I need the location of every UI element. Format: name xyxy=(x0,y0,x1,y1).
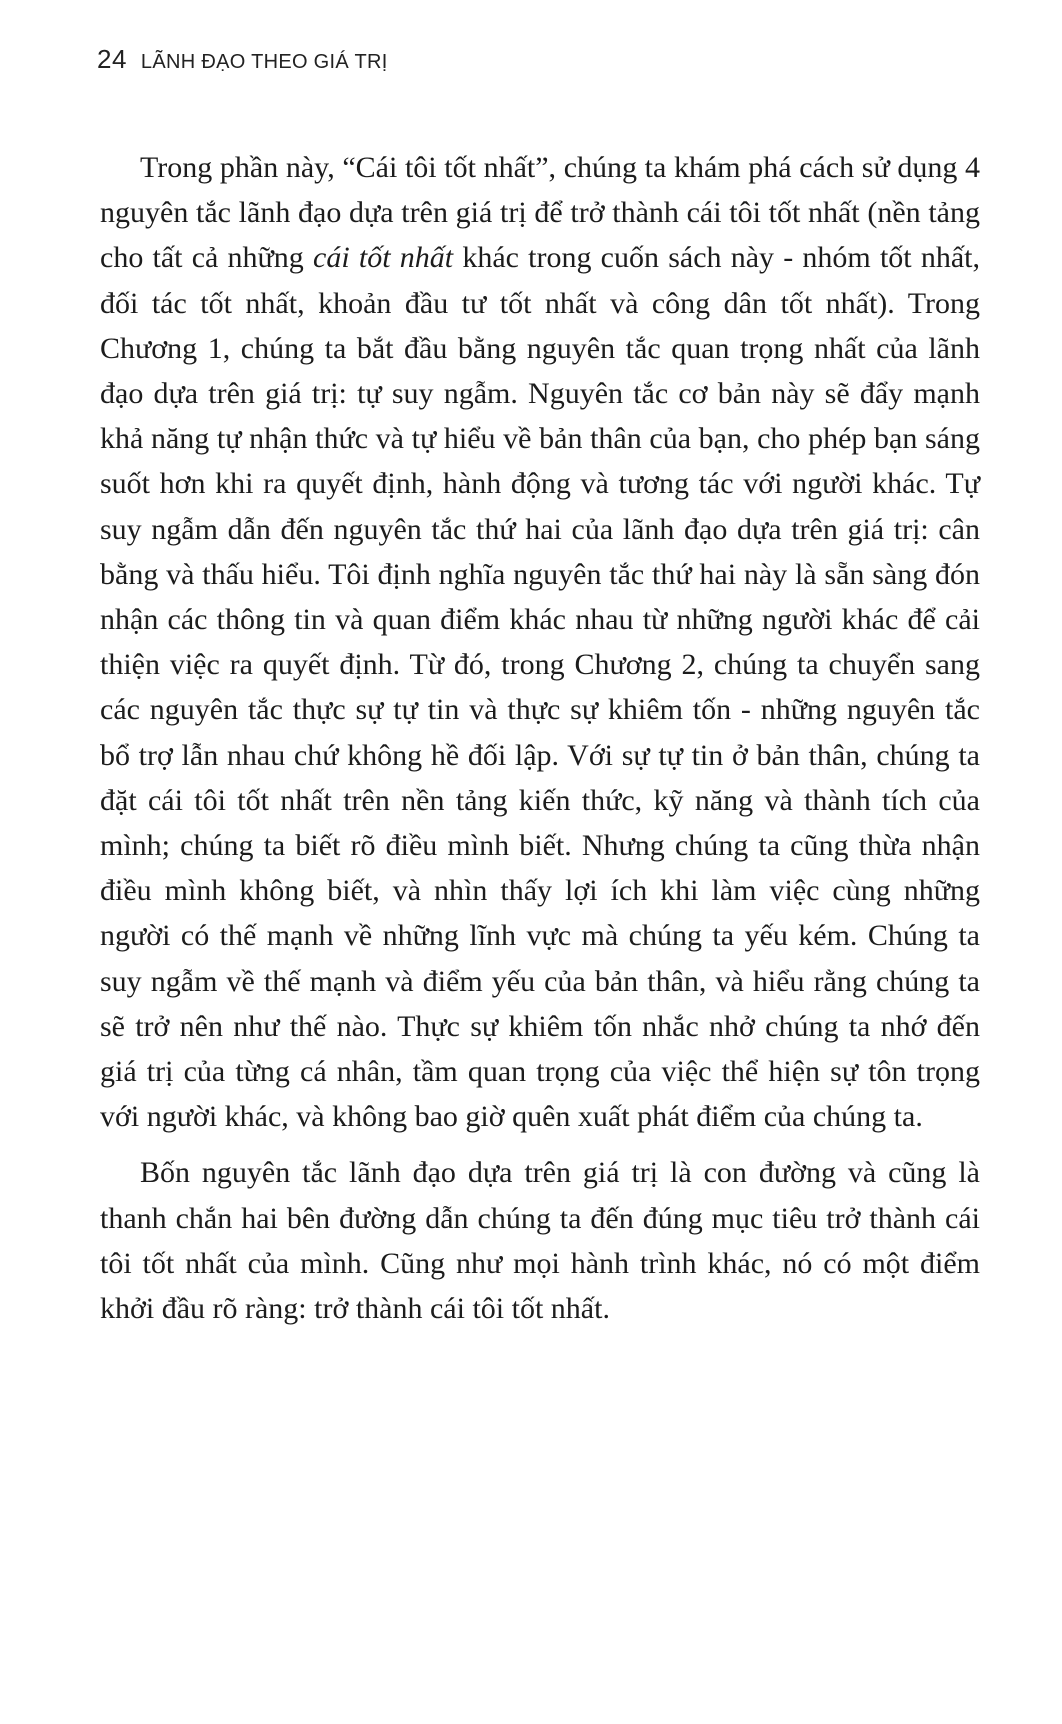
page-number: 24 xyxy=(97,44,127,74)
book-title: LÃNH ĐẠO THEO GIÁ TRỊ xyxy=(140,51,388,73)
running-header xyxy=(97,44,388,75)
paragraph-1 xyxy=(100,145,980,1139)
body-text xyxy=(100,145,980,1331)
paragraph-2: Bốn nguyên tắc lãnh đạo dựa trên giá trị là con đường và cũng là thanh chắn hai bên đường dẫn chúng ta đến đúng mục tiêu trở thành cái tôi tốt nhất của mình. Cũng như mọi hành trình khác, nó có một điểm khởi đầu rõ ràng: trở thành cái tôi tốt nhất. xyxy=(100,1156,980,1326)
emphasis-best-things: cái tốt nhất xyxy=(313,241,454,275)
paragraph-1-part-1: Trong phần này, “Cái tôi tốt nhất”, chúng ta khám phá cách sử dụng 4 nguyên tắc lãnh đạo dựa trên giá trị để trở thành cái tôi tốt nhất (nền tảng cho tất cả những xyxy=(100,151,980,275)
paragraph-1-part-2: khác trong cuốn sách này - nhóm tốt nhất, đối tác tốt nhất, khoản đầu tư tốt nhất và công dân tốt nhất). Trong Chương 1, chúng ta bắt đầu bằng nguyên tắc quan trọng nhất của lãnh đạo dựa trên giá trị: tự suy ngẫm. Nguyên tắc cơ bản này sẽ đẩy mạnh khả năng tự nhận thức và tự hiểu về bản thân của bạn, cho phép bạn sáng suốt hơn khi ra quyết định, hành động và tương tác với người khác. Tự suy ngẫm dẫn đến nguyên tắc thứ hai của lãnh đạo dựa trên giá trị: cân bằng và thấu hiểu. Tôi định nghĩa nguyên tắc thứ hai này là sẵn sàng đón nhận các thông tin và quan điểm khác nhau từ những người khác để cải thiện việc ra quyết định. Từ đó, trong Chương 2, chúng ta chuyển sang các nguyên tắc thực sự tự tin và thực sự khiêm tốn - những nguyên tắc bổ trợ lẫn nhau chứ không hề đối lập. Với sự tự tin ở bản thân, chúng ta đặt cái tôi tốt nhất trên nền tảng kiến thức, kỹ năng và thành tích của mình; chúng ta biết rõ điều mình biết. Nhưng chúng ta cũng thừa nhận điều mình không biết, và nhìn thấy lợi ích khi làm việc cùng những người có thế mạnh về những lĩnh vực mà chúng ta yếu kém. Chúng ta suy ngẫm về thế mạnh và điểm yếu của bản thân, và hiểu rằng chúng ta sẽ trở nên như thế nào. Thực sự khiêm tốn nhắc nhở chúng ta nhớ đến giá trị của từng cá nhân, tầm quan trọng của việc thể hiện sự tôn trọng với người khác, và không bao giờ quên xuất phát điểm của chúng ta. xyxy=(100,241,981,1134)
